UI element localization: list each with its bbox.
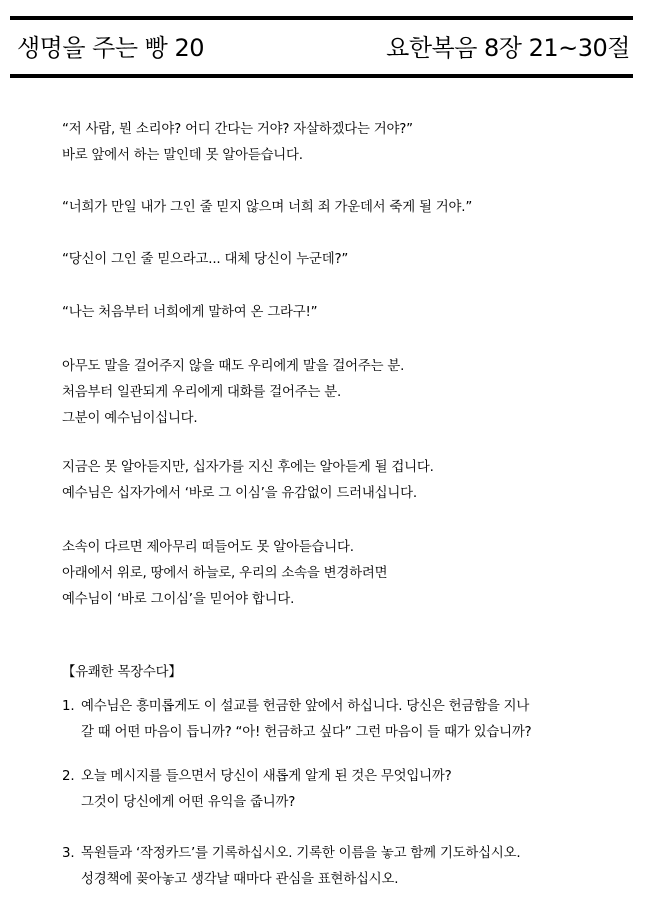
paragraph-reflection-2	[62, 455, 617, 507]
body-line: “저 사람, 뭔 소리야? 어디 간다는 거야? 자살하겠다는 거야?”	[62, 122, 413, 137]
discussion-section	[62, 660, 622, 900]
body-line: “당신이 그인 줄 믿으라고... 대체 당신이 누군데?”	[62, 252, 349, 267]
question-line: 그것이 당신에게 어떤 유익을 줍니까?	[81, 795, 296, 810]
body-line: 그분이 예수님이십니다.	[62, 411, 198, 426]
paragraph-reflection-1	[62, 354, 617, 432]
question-line: 목원들과 ‘작정카드’를 기록하십시오. 기록한 이름을 놓고 함께 기도하십시오.	[81, 846, 521, 861]
question-line: 갈 때 어떤 마음이 듭니까? “아! 헌금하고 싶다” 그런 마음이 들 때가 있습니까?	[81, 725, 532, 740]
body-line: 처음부터 일관되게 우리에게 대화를 걸어주는 분.	[62, 385, 342, 400]
question-number: 3.	[62, 846, 75, 861]
body-line: “나는 처음부터 너희에게 말하여 온 그라구!”	[62, 305, 318, 320]
question-line: 오늘 메시지를 들으면서 당신이 새롭게 알게 된 것은 무엇입니까?	[81, 769, 452, 784]
question-line: 성경책에 꽂아놓고 생각날 때마다 관심을 표현하십시오.	[81, 872, 399, 887]
header-top-rule	[10, 16, 633, 20]
header-bottom-rule	[10, 74, 633, 78]
paragraph-reflection-3	[62, 535, 617, 613]
body-line: 예수님이 ‘바로 그이심’을 믿어야 합니다.	[62, 592, 295, 607]
body-line: 아무도 말을 걸어주지 않을 때도 우리에게 말을 걸어주는 분.	[62, 359, 405, 374]
sermon-series-title: 생명을 주는 빵 20	[17, 34, 205, 62]
question-number: 1.	[62, 699, 75, 714]
paragraph-dialogue-1	[62, 117, 617, 169]
body-line: 소속이 다르면 제아무리 떠들어도 못 알아듣습니다.	[62, 540, 354, 555]
question-line: 예수님은 흥미롭게도 이 설교를 헌금한 앞에서 하십니다. 당신은 헌금함을 지나	[81, 699, 530, 714]
paragraph-dialogue-4	[62, 300, 617, 326]
body-line: 지금은 못 알아듣지만, 십자가를 지신 후에는 알아듣게 될 겁니다.	[62, 460, 434, 475]
body-line: 아래에서 위로, 땅에서 하늘로, 우리의 소속을 변경하려면	[62, 566, 388, 581]
body-line: 바로 앞에서 하는 말인데 못 알아듣습니다.	[62, 148, 303, 163]
scripture-reference: 요한복음 8장 21~30절	[386, 34, 630, 62]
discussion-heading: 【유쾌한 목장수다】	[62, 665, 182, 680]
question-number: 2.	[62, 769, 75, 784]
body-line: 예수님은 십자가에서 ‘바로 그 이심’을 유감없이 드러내십니다.	[62, 486, 417, 501]
body-line: “너희가 만일 내가 그인 줄 믿지 않으며 너희 죄 가운데서 죽게 될 거야.”	[62, 200, 473, 215]
question-text	[81, 694, 531, 746]
paragraph-dialogue-2	[62, 195, 617, 221]
question-text	[81, 841, 520, 893]
question-text	[81, 764, 451, 816]
paragraph-dialogue-3	[62, 247, 617, 273]
